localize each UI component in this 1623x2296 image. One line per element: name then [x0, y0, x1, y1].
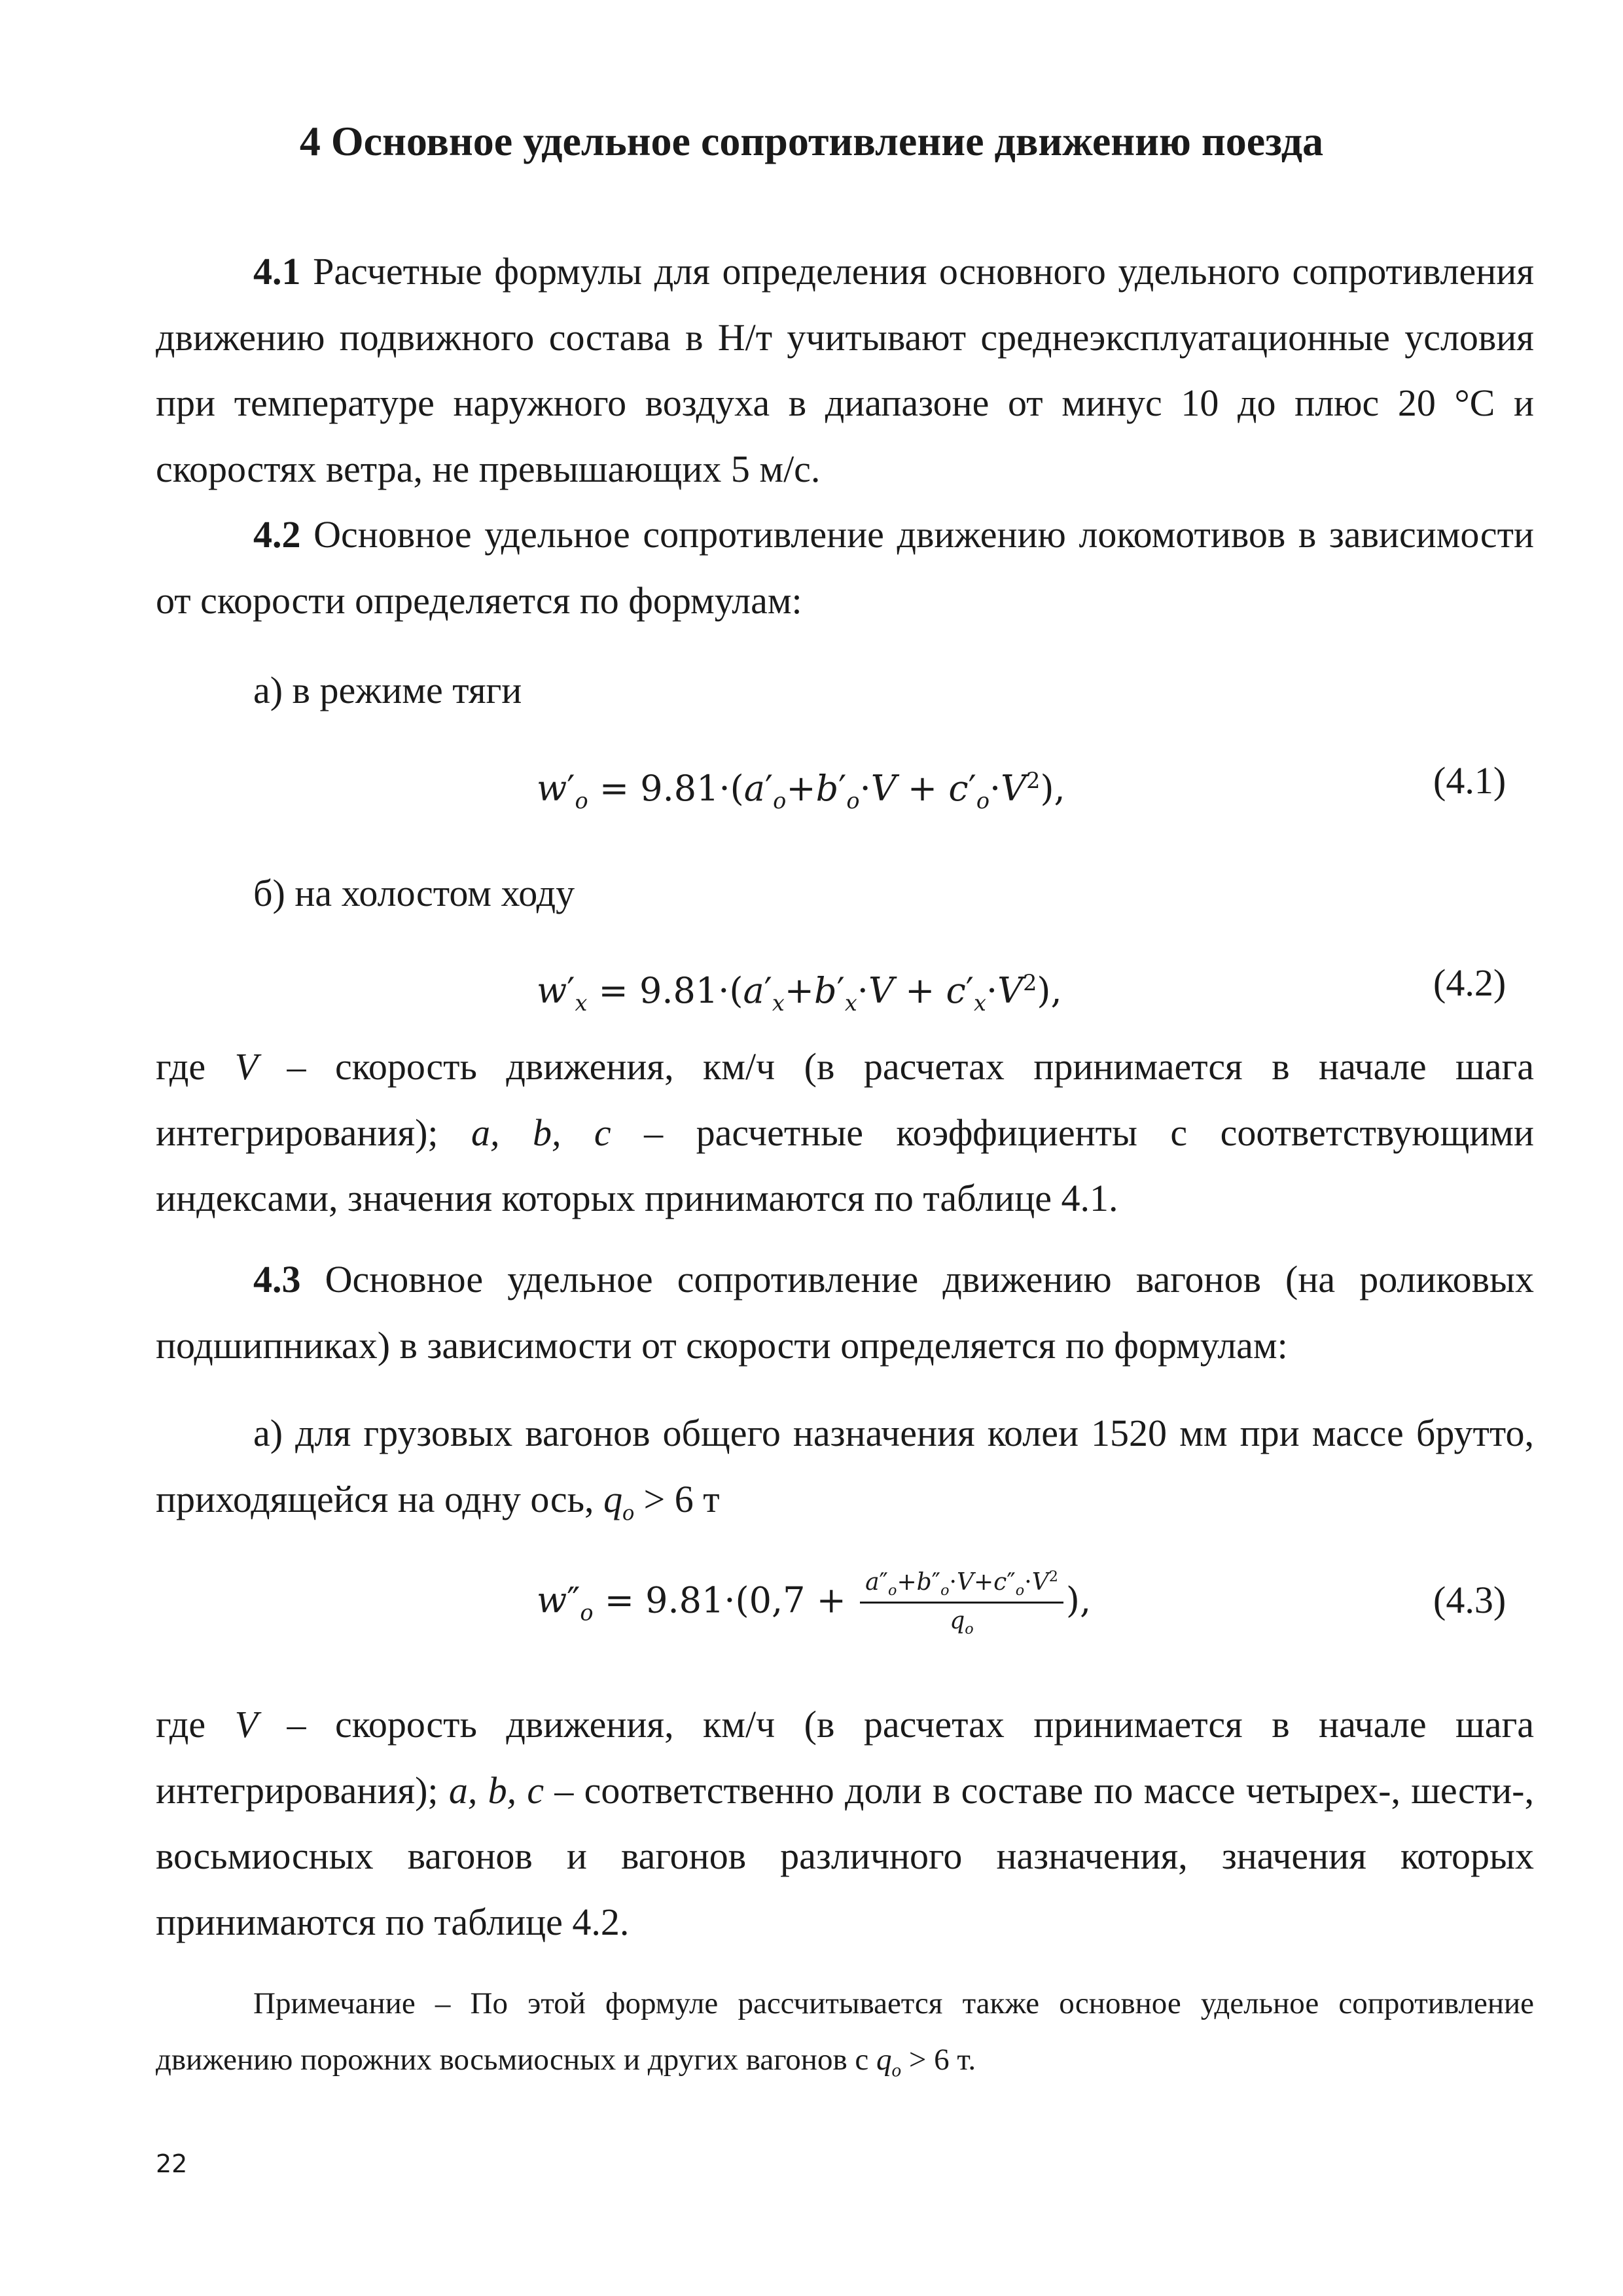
speed-description: – скорость движения, км/ч (в расчетах принимается в начале шага интегрирования);: [156, 1045, 1534, 1154]
where-clause-1: [156, 1034, 1534, 1232]
item-traction: а) в режиме тяги: [253, 669, 522, 711]
section-heading: [0, 117, 1623, 167]
fraction-numerator: $a''_o+b''_o\cdot V+c''_o\cdot V^2$: [860, 1568, 1063, 1604]
note-text: Примечание – По этой формуле рассчитывается также основное удельное сопротивление движению порожних восьмиосных и других вагонов с: [156, 1986, 1534, 2077]
equation-number-4-1: (4.1): [1433, 759, 1507, 802]
heading-number: 4: [299, 118, 321, 164]
coefficient-symbols: a, b, c: [471, 1111, 611, 1154]
item-text: а) для грузовых вагонов общего назначения колеи 1520 мм при массе брутто, приходящейся на одну ось,: [156, 1412, 1534, 1520]
item-idle: б) на холостом ходу: [253, 872, 575, 914]
paragraph-text: Основное удельное сопротивление движению локомотивов в зависимости от скорости определяется по формулам:: [156, 513, 1535, 622]
paragraph-4-3: [156, 1247, 1534, 1378]
where-clause-2: [156, 1692, 1534, 1955]
formula-4-3: $w''_o = 9.81\cdot(0,7$ + $\frac{a''_o+b''_o\cdot V+c''_o\cdot V^2}{q_o}$ ),: [537, 1568, 1092, 1638]
share-symbols: a, b, c: [448, 1768, 544, 1812]
page-number: 22: [156, 2149, 188, 2178]
formula-coefficient: 9.81: [639, 970, 719, 1011]
speed-symbol: V: [234, 1045, 259, 1088]
formula-constant: 0,7: [749, 1579, 806, 1621]
axle-load-condition: > 6 т: [643, 1477, 720, 1520]
note-condition: > 6 т.: [908, 2043, 976, 2077]
paragraph-4-1: [156, 239, 1534, 502]
formula-fraction: [860, 1568, 1063, 1639]
share-description: – соответственно доли в составе по массе четырех-, шести-, восьмиосных вагонов и вагонов различного назначения, значения которых принимаются по таблице 4.2.: [156, 1768, 1534, 1943]
fraction-denominator: $q_o$: [950, 1607, 974, 1638]
paragraph-text: Основное удельное сопротивление движению вагонов (на роликовых подшипниках) в зависимости от скорости определяется по формулам:: [156, 1258, 1534, 1367]
coefficient-description: – расчетные коэффициенты с соответствующими индексами, значения которых принимаются по таблице 4.1.: [156, 1111, 1535, 1219]
item-freight-cars: а) для грузовых вагонов общего назначения колеи 1520 мм при массе брутто, приходящейся на одну ось, $q_o > 6$ т: [156, 1412, 1534, 1526]
speed-symbol: V: [234, 1703, 259, 1746]
clause-number: 4.3: [253, 1258, 301, 1300]
formula-4-2: $w'_x = 9.81\cdot(a'_x+b'_x\cdot V + c'_x\cdot V^2)$,: [537, 970, 1062, 1016]
where-prefix: где: [156, 1045, 206, 1088]
equation-number-4-3: (4.3): [1433, 1579, 1507, 1621]
paragraph-text: Расчетные формулы для определения основного удельного сопротивления движению подвижного состава в Н/т учитывают среднеэксплуатационные условия при температуре наружного воздуха в диапазоне от минус 10 до плюс 20 °С и скоростях ветра, не превышающих 5 м/с.: [156, 250, 1535, 490]
note: Примечание – По этой формуле рассчитывается также основное удельное сопротивление движению порожних восьмиосных и других вагонов с $q_o > 6$ т.: [156, 1986, 1534, 2081]
paragraph-4-2: [156, 502, 1534, 634]
heading-text: Основное удельное сопротивление движению поезда: [330, 118, 1324, 164]
formula-coefficient: 9.81: [645, 1579, 724, 1621]
where-prefix: где: [156, 1703, 206, 1746]
speed-description: – скорость движения, км/ч (в расчетах принимается в начале шага интегрирования);: [156, 1703, 1534, 1812]
formula-4-1: $w'_o = 9.81\cdot(a'_o+b'_o\cdot V + c'_o\cdot V^2)$,: [537, 768, 1065, 814]
clause-number: 4.1: [253, 250, 301, 293]
formula-coefficient: 9.81: [640, 768, 719, 809]
clause-number: 4.2: [253, 513, 301, 556]
equation-number-4-2: (4.2): [1433, 961, 1507, 1004]
